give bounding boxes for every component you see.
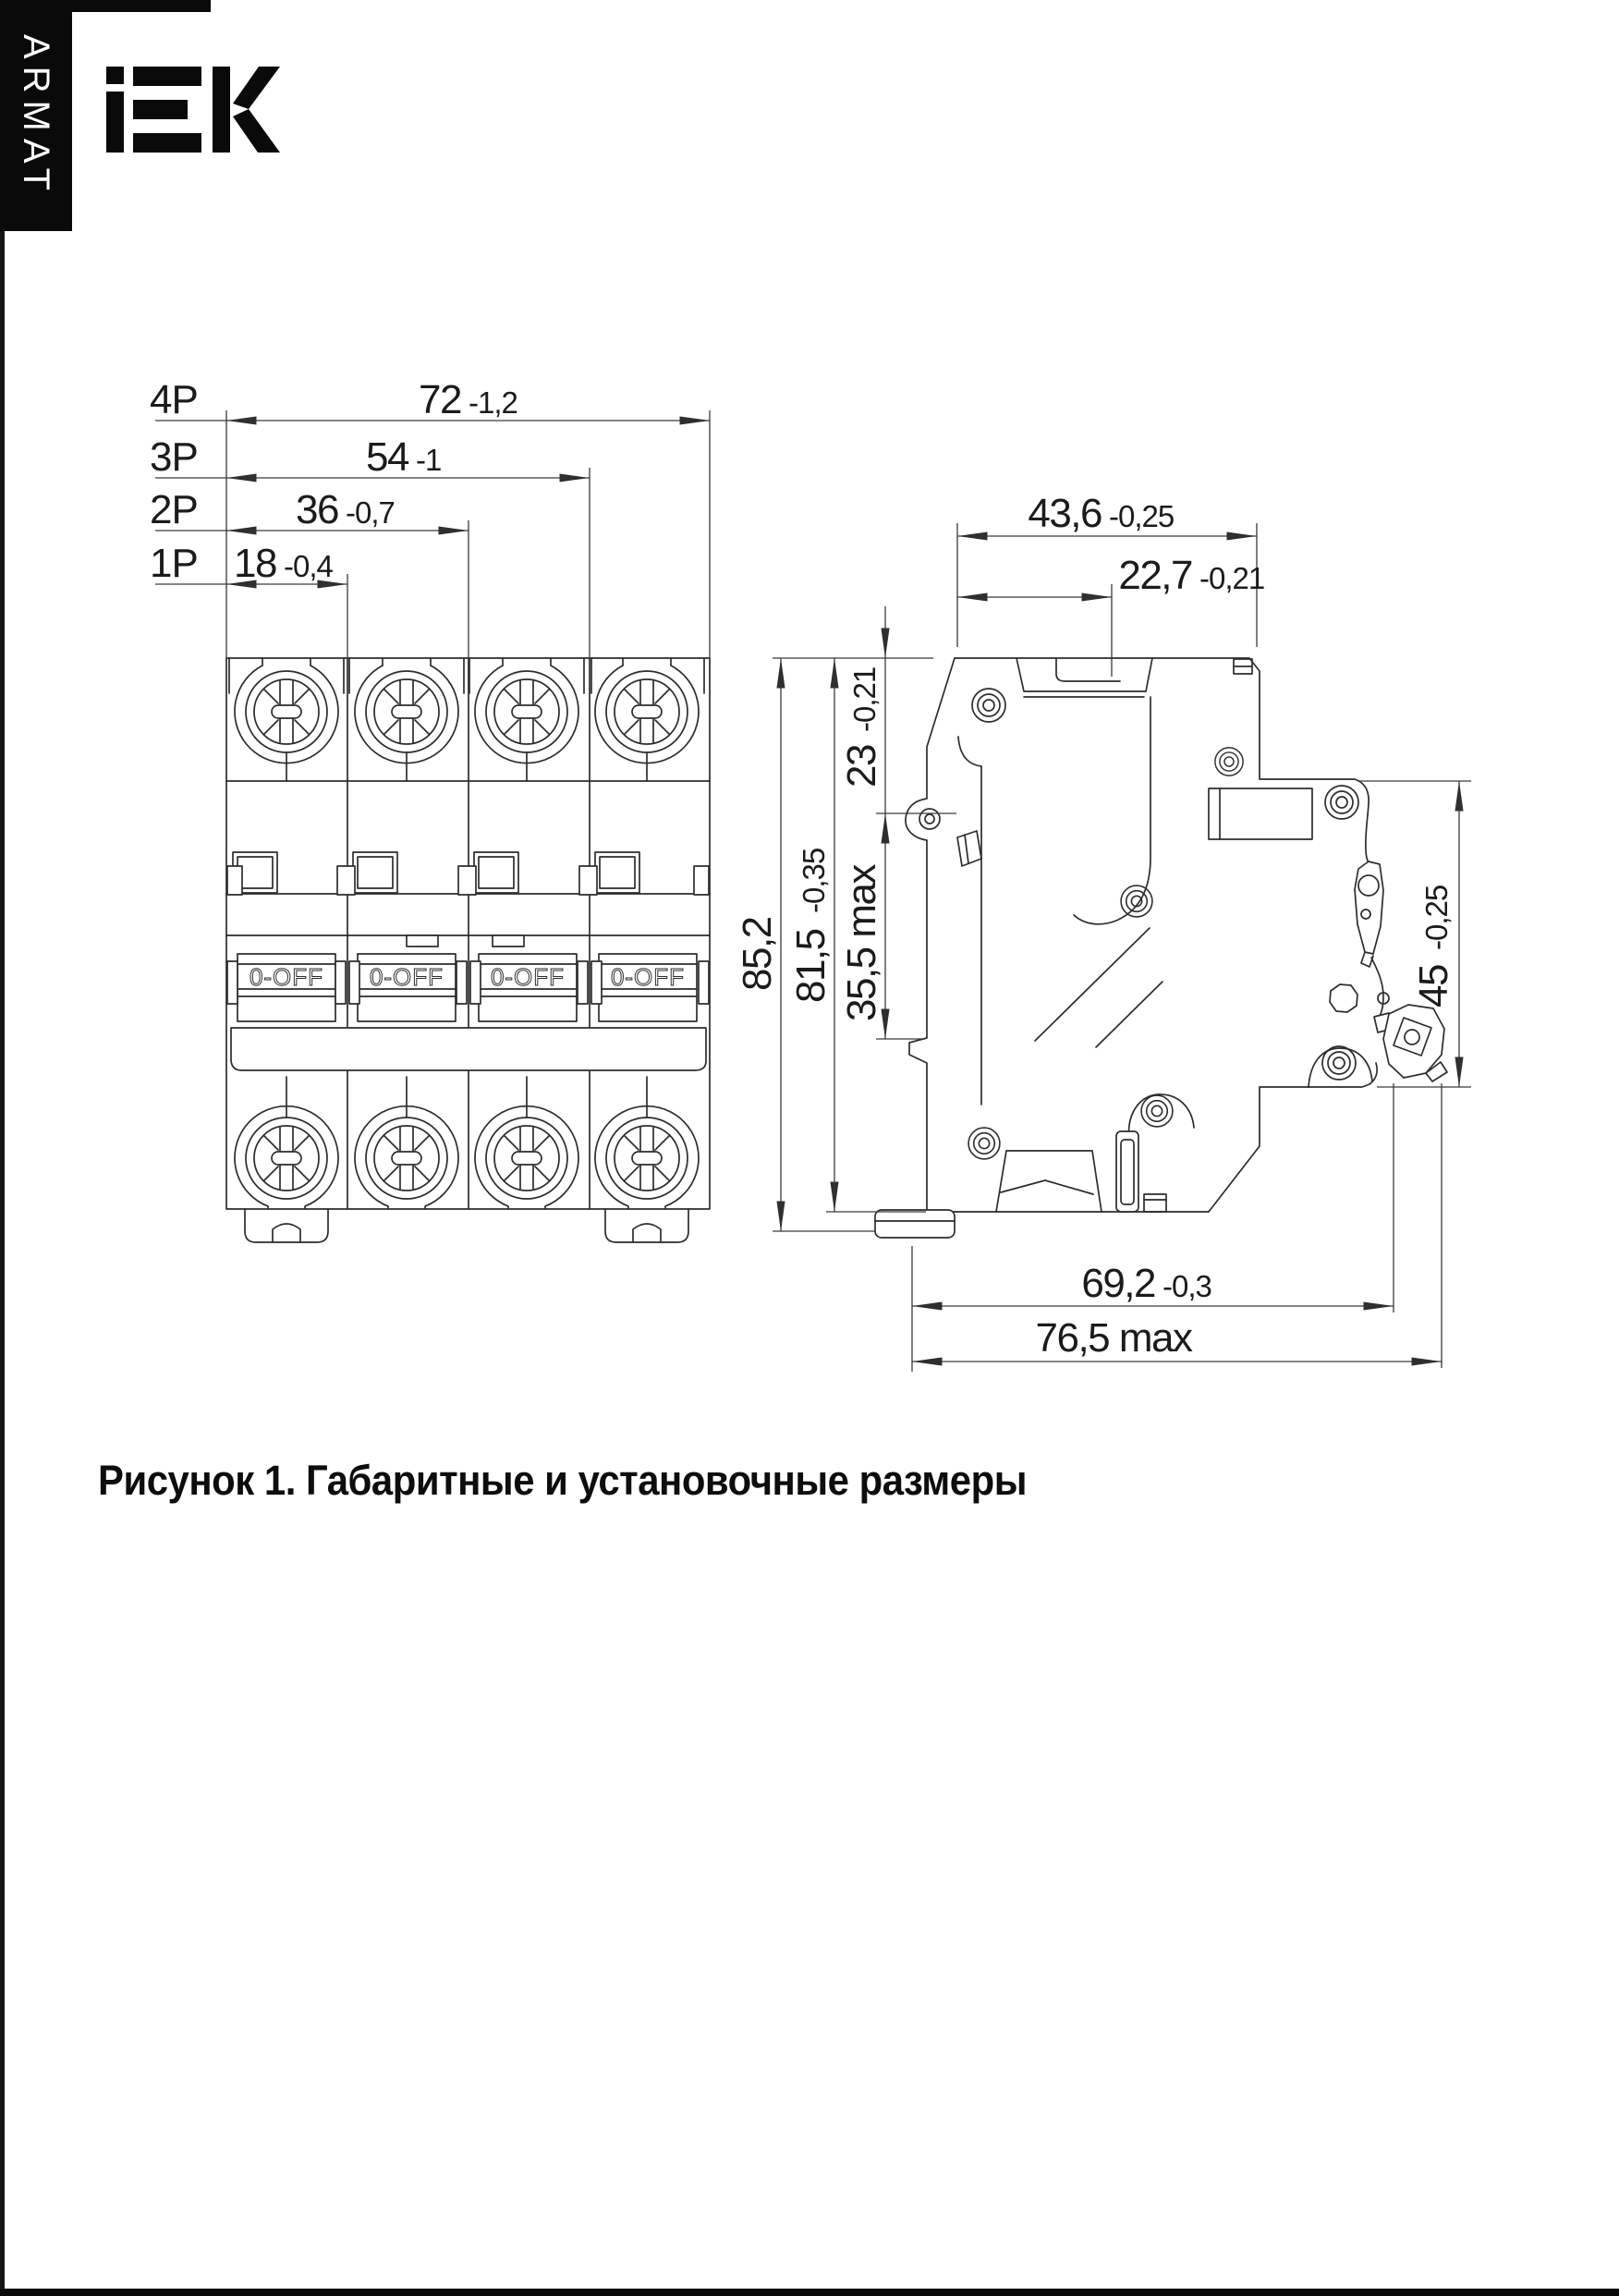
dim-top-to-notch-tolerance: -0,21: [847, 666, 882, 732]
dim-2p-value: 36: [296, 487, 338, 532]
dim-depth-terminal-value: 22,7: [1118, 553, 1192, 598]
toggle-pole-3: [479, 954, 577, 1021]
dim-3p-tolerance: -1: [416, 443, 442, 477]
dim-height-body-tolerance: -0,35: [797, 848, 831, 913]
front-view: [150, 377, 710, 1242]
dim-depth-max-value: 76,5 max: [1035, 1315, 1192, 1361]
terminal-screw-flag: [1374, 1005, 1447, 1081]
dim-depth-top-value: 43,6: [1028, 491, 1102, 536]
toggle-label: 0-OFF: [490, 963, 566, 991]
pole-label-4p: 4P: [150, 377, 198, 422]
rail-wedge: [957, 831, 981, 866]
toggle-label: 0-OFF: [610, 963, 686, 991]
front-dimensions: [150, 377, 710, 658]
toggle-pole-2: [358, 954, 456, 1021]
dim-1p-value: 18: [234, 541, 276, 586]
dim-1p-tolerance: -0,4: [284, 549, 333, 583]
dim-3p-value: 54: [366, 434, 408, 480]
dim-depth-terminal-tolerance: -0,21: [1199, 561, 1265, 595]
dim-depth-screw-value: 69,2: [1081, 1261, 1155, 1306]
dim-4p-value: 72: [419, 377, 461, 422]
dim-top-to-notch-value: 23: [839, 745, 884, 788]
side-body-outline: [955, 658, 1371, 867]
pole-label-2p: 2P: [150, 487, 198, 532]
toggle-tie-bar: [231, 1028, 706, 1070]
dim-height-body-value: 81,5: [788, 929, 834, 1003]
figure-caption: Рисунок 1. Габаритные и установочные размеры: [98, 1457, 1027, 1504]
toggle-pole-1: [237, 954, 335, 1021]
dim-height-total-value: 85,2: [735, 917, 780, 991]
dim-depth-top-tolerance: -0,25: [1109, 499, 1175, 533]
dim-depth-screw-tolerance: -0,3: [1163, 1269, 1211, 1303]
front-bottom-terminals: [235, 1077, 699, 1209]
toggle-label: 0-OFF: [249, 963, 324, 991]
front-din-feet: [245, 1209, 688, 1242]
armat-label: ARMAT: [16, 33, 57, 198]
front-top-terminals: [229, 658, 704, 781]
side-view: [735, 491, 1471, 1372]
dim-4p-tolerance: -1,2: [469, 385, 517, 420]
din-clip: [875, 1210, 955, 1238]
side-back-edge: [906, 658, 956, 1212]
toggle-label: 0-OFF: [369, 963, 444, 991]
dim-2p-tolerance: -0,7: [346, 495, 395, 530]
dim-rail-notch-value: 35,5 max: [839, 865, 884, 1021]
side-label-plate: [1209, 788, 1312, 839]
pole-label-1p: 1P: [150, 541, 198, 586]
side-toggle-lever: [1355, 861, 1383, 967]
toggle-pole-4: [599, 954, 697, 1021]
pole-label-3p: 3P: [150, 434, 198, 480]
dim-front-height-value: 45: [1411, 965, 1456, 1008]
dim-front-height-tolerance: -0,25: [1419, 885, 1454, 950]
latch-octagon-hole: [1330, 984, 1357, 1012]
